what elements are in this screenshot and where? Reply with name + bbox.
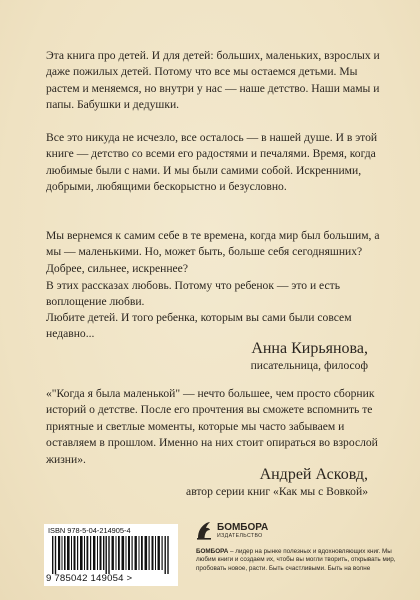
isbn-text: ISBN 978-5-04-214905-4 (48, 526, 131, 535)
signature-kiryanova (251, 340, 368, 373)
reviewer-role: автор серии книг «Как мы с Вовкой» (186, 485, 368, 498)
author-role: писательница, философ (250, 359, 368, 372)
bombora-wave-icon (196, 520, 212, 540)
reviewer-name: Андрей Асковд, (259, 466, 368, 483)
barcode-digits: 9 785042 149054 > (46, 573, 133, 584)
review-quote: «"Когда я была маленькой" — нечто большее, чем просто сборник историй о детстве. После его прочтения вы сможете вспомнить те приятные и светлые моменты, которые мы часто забываем и оставляем в прошлом. Именно на них стоит опираться во взрослой жизни». (46, 387, 378, 466)
paragraph-love-children: Любите детей. И того ребенка, которым вы сами были совсем недавно... (46, 311, 352, 341)
author-name: Анна Кирьянова, (251, 340, 368, 357)
paragraph-love: В этих рассказах любовь. Потому что ребенок — это и есть воплощение любви. (46, 279, 340, 309)
barcode-bars (52, 536, 170, 574)
paragraph-return: Мы вернемся к самим себе в те времена, когда мир был большим, а мы — маленькими. Но, может быть, больше себя сегодняшних? Добрее, сильнее, искреннее? (46, 229, 380, 275)
publisher-logo (196, 520, 268, 540)
paragraph-intro: Эта книга про детей. И для детей: больших, маленьких, взрослых и даже пожилых детей. Потому что все мы остаемся детьми. Мы растем и меняемся, но внутри у нас — наше детство. Наши мамы и папы. Бабушки и дедушки. (46, 49, 380, 112)
paragraph-memory: Все это никуда не исчезло, все осталось — в нашей душе. И в этой книге — детство со всеми его радостями и печалями. Время, когда любимые были с нами. И мы были самими собой. Искренними, добрыми, любящими бескорыстно и безусловно. (46, 131, 378, 194)
publisher-note (196, 548, 396, 573)
logo-subtitle: ИЗДАТЕЛЬСТВО (217, 532, 263, 539)
barcode (44, 524, 178, 586)
signature-askovd (186, 466, 368, 499)
publisher-brand: БОМБОРА (196, 548, 229, 555)
publisher-description: – лидер на рынке полезных и вдохновляющих книг. Мы любим книги и создаем их, чтобы вы могли творить, открывать мир, пробовать новое, расти. Быть счастливыми. Быть на волне (196, 548, 396, 572)
logo-name: БОМБОРА (217, 521, 269, 533)
